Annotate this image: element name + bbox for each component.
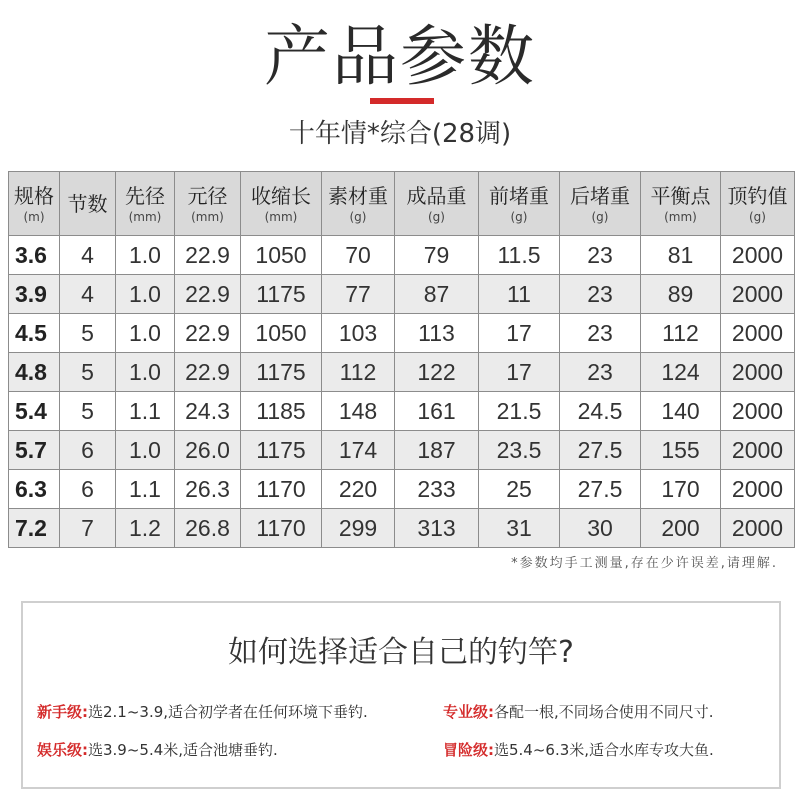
table-cell: 1.0: [116, 431, 175, 470]
column-header: [60, 172, 116, 236]
column-header-label: 收缩长: [251, 183, 311, 208]
table-cell: 89: [641, 275, 721, 314]
column-header: [175, 172, 241, 236]
table-cell: 174: [322, 431, 395, 470]
table-cell: 187: [395, 431, 479, 470]
column-header: [322, 172, 395, 236]
table-cell: 4: [60, 236, 116, 275]
table-cell: 1175: [241, 431, 322, 470]
page-title: 产品参数: [264, 18, 536, 95]
table-cell: 79: [395, 236, 479, 275]
tip-adventure: [443, 739, 714, 761]
column-header-unit: (g): [428, 209, 445, 224]
column-header-unit: (m): [23, 209, 45, 224]
column-header: [479, 172, 560, 236]
table-cell: 23: [560, 314, 641, 353]
table-cell: 2000: [721, 431, 795, 470]
table-row: [9, 431, 795, 470]
table-cell: 27.5: [560, 431, 641, 470]
spec-table: [8, 171, 795, 548]
tip-text: 选2.1~3.9,适合初学者在任何环境下垂钓.: [88, 703, 368, 721]
table-cell: 103: [322, 314, 395, 353]
column-header: [116, 172, 175, 236]
table-cell: 26.0: [175, 431, 241, 470]
table-cell: 299: [322, 509, 395, 548]
tip-text: 选5.4~6.3米,适合水库专攻大鱼.: [494, 741, 714, 759]
table-cell: 112: [322, 353, 395, 392]
column-header: [9, 172, 60, 236]
column-header: [241, 172, 322, 236]
table-cell: 23.5: [479, 431, 560, 470]
table-cell: 22.9: [175, 314, 241, 353]
table-cell: 1.2: [116, 509, 175, 548]
table-cell: 140: [641, 392, 721, 431]
table-cell: 27.5: [560, 470, 641, 509]
table-cell: 113: [395, 314, 479, 353]
table-cell: 26.8: [175, 509, 241, 548]
column-header-label: 规格: [14, 183, 54, 208]
table-cell: 1.1: [116, 392, 175, 431]
column-header-unit: (g): [510, 209, 528, 224]
column-header: [641, 172, 721, 236]
table-cell: 155: [641, 431, 721, 470]
column-header-unit: (mm): [128, 209, 162, 224]
tip-level: 冒险级:: [443, 741, 494, 759]
column-header: [560, 172, 641, 236]
table-header-row: [9, 172, 795, 236]
column-header-unit: (g): [349, 209, 367, 224]
table-cell: 1170: [241, 470, 322, 509]
table-cell: 22.9: [175, 275, 241, 314]
table-cell: 2000: [721, 275, 795, 314]
table-cell: 4: [60, 275, 116, 314]
title-underline: [370, 98, 434, 104]
guide-title: 如何选择适合自己的钓竿?: [228, 635, 574, 670]
table-cell: 22.9: [175, 236, 241, 275]
table-cell: 122: [395, 353, 479, 392]
table-cell: 1185: [241, 392, 322, 431]
column-header-label: 先径: [125, 183, 165, 208]
column-header-label: 元径: [187, 183, 228, 208]
table-cell: 220: [322, 470, 395, 509]
column-header: [395, 172, 479, 236]
column-header-label: 素材重: [328, 183, 388, 208]
table-cell: 30: [560, 509, 641, 548]
table-cell: 81: [641, 236, 721, 275]
table-cell: 2000: [721, 353, 795, 392]
table-cell: 1050: [241, 314, 322, 353]
table-cell: 4.5: [9, 314, 60, 353]
tip-level: 新手级:: [37, 703, 88, 721]
table-cell: 6: [60, 470, 116, 509]
table-cell: 233: [395, 470, 479, 509]
table-cell: 313: [395, 509, 479, 548]
table-cell: 3.9: [9, 275, 60, 314]
table-cell: 17: [479, 353, 560, 392]
table-cell: 1.0: [116, 275, 175, 314]
table-cell: 23: [560, 275, 641, 314]
table-cell: 2000: [721, 470, 795, 509]
table-cell: 1170: [241, 509, 322, 548]
table-cell: 22.9: [175, 353, 241, 392]
table-cell: 112: [641, 314, 721, 353]
table-row: [9, 470, 795, 509]
table-cell: 170: [641, 470, 721, 509]
column-header-label: 成品重: [406, 183, 467, 208]
table-cell: 2000: [721, 314, 795, 353]
column-header-unit: (mm): [664, 209, 697, 224]
table-cell: 3.6: [9, 236, 60, 275]
table-cell: 7.2: [9, 509, 60, 548]
table-row: [9, 509, 795, 548]
column-header-label: 平衡点: [650, 183, 711, 208]
table-cell: 21.5: [479, 392, 560, 431]
tip-level: 娱乐级:: [37, 741, 88, 759]
column-header-unit: (g): [591, 209, 609, 224]
table-cell: 24.3: [175, 392, 241, 431]
table-row: [9, 353, 795, 392]
column-header-unit: (g): [749, 209, 766, 224]
measurement-note: *参数均手工测量,存在少许误差,请理解.: [511, 556, 778, 571]
table-cell: 5: [60, 353, 116, 392]
table-cell: 5: [60, 314, 116, 353]
table-cell: 2000: [721, 392, 795, 431]
table-row: [9, 314, 795, 353]
column-header-unit: (mm): [264, 209, 298, 224]
column-header-label: 后堵重: [570, 183, 630, 208]
column-header-label: 顶钓值: [727, 183, 788, 208]
table-cell: 11: [479, 275, 560, 314]
tip-text: 选3.9~5.4米,适合池塘垂钓.: [88, 741, 278, 759]
table-cell: 7: [60, 509, 116, 548]
tip-leisure: [37, 739, 278, 761]
table-row: [9, 392, 795, 431]
table-cell: 26.3: [175, 470, 241, 509]
column-header: [721, 172, 795, 236]
column-header-label: 前堵重: [489, 183, 549, 208]
table-cell: 1.1: [116, 470, 175, 509]
table-cell: 5: [60, 392, 116, 431]
table-cell: 87: [395, 275, 479, 314]
column-header-unit: (mm): [191, 209, 224, 224]
column-header-label: 节数: [67, 191, 108, 216]
table-cell: 11.5: [479, 236, 560, 275]
table-cell: 148: [322, 392, 395, 431]
table-cell: 1050: [241, 236, 322, 275]
table-cell: 23: [560, 236, 641, 275]
table-cell: 24.5: [560, 392, 641, 431]
table-cell: 200: [641, 509, 721, 548]
table-cell: 17: [479, 314, 560, 353]
table-cell: 1175: [241, 353, 322, 392]
table-cell: 161: [395, 392, 479, 431]
table-cell: 2000: [721, 236, 795, 275]
table-cell: 77: [322, 275, 395, 314]
table-row: [9, 236, 795, 275]
tip-text: 各配一根,不同场合使用不同尺寸.: [494, 703, 714, 721]
tip-professional: [443, 701, 714, 723]
product-subtitle: 十年情*综合(28调): [288, 119, 512, 149]
table-cell: 2000: [721, 509, 795, 548]
table-cell: 5.4: [9, 392, 60, 431]
table-cell: 70: [322, 236, 395, 275]
table-cell: 6: [60, 431, 116, 470]
table-cell: 1.0: [116, 314, 175, 353]
table-cell: 1.0: [116, 353, 175, 392]
table-cell: 6.3: [9, 470, 60, 509]
table-cell: 1175: [241, 275, 322, 314]
table-cell: 25: [479, 470, 560, 509]
table-cell: 23: [560, 353, 641, 392]
tip-beginner: [37, 701, 368, 723]
table-cell: 1.0: [116, 236, 175, 275]
table-cell: 5.7: [9, 431, 60, 470]
selection-guide: [21, 601, 781, 789]
tip-level: 专业级:: [443, 703, 494, 721]
table-cell: 4.8: [9, 353, 60, 392]
table-row: [9, 275, 795, 314]
table-cell: 124: [641, 353, 721, 392]
table-cell: 31: [479, 509, 560, 548]
